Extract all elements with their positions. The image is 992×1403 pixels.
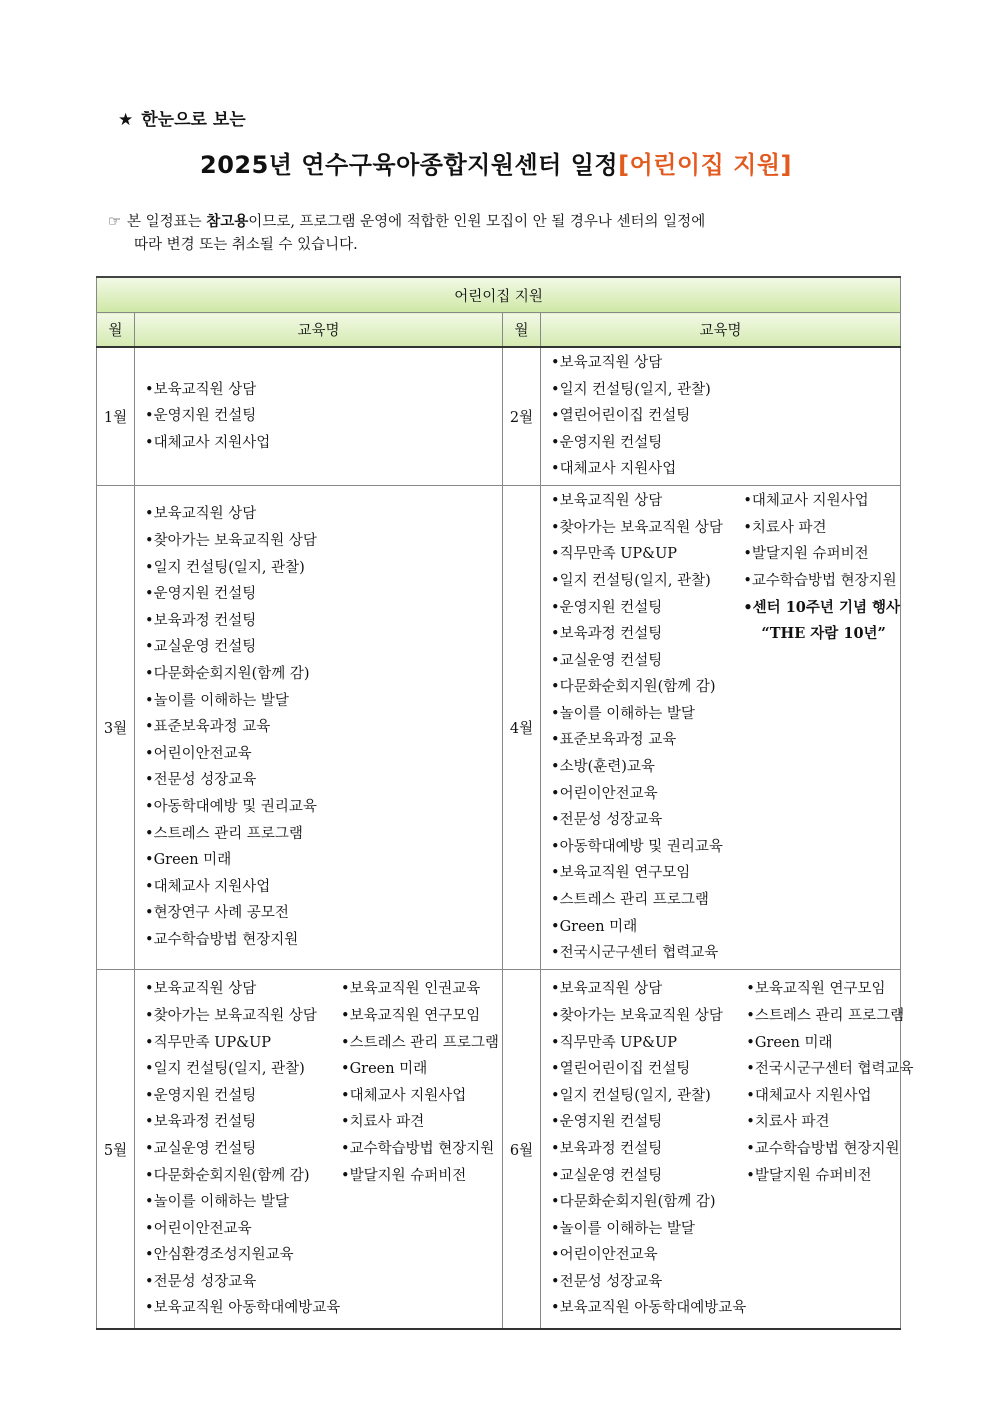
program-item: • 교수학습방법 현장지원 [746, 1136, 913, 1163]
program-item: • 안심환경조성지원교육 [145, 1242, 341, 1269]
program-item: • 대체교사 지원사업 [551, 456, 900, 483]
month-cell: 1월 [97, 347, 135, 485]
program-item: • 보육교직원 상담 [551, 976, 746, 1003]
program-item: • 열린어린이집 컨설팅 [551, 1056, 746, 1083]
program-item: • 놀이를 이해하는 발달 [551, 1216, 746, 1243]
program-item: • 전국시군구센터 협력교육 [551, 940, 743, 967]
program-cell [541, 485, 901, 969]
program-item: • 보육교직원 연구모임 [341, 1003, 502, 1030]
program-item: • 발달지원 슈퍼비전 [746, 1163, 913, 1190]
program-cell [541, 347, 901, 485]
program-item: • 다문화순회지원(함께 감) [551, 674, 743, 701]
program-item: • 보육교직원 연구모임 [746, 976, 913, 1003]
program-item: • 직무만족 UP&UP [145, 1030, 341, 1057]
program-item: • 보육과정 컨설팅 [551, 621, 743, 648]
program-item: • 찾아가는 보육교직원 상담 [145, 1003, 341, 1030]
program-item: • 대체교사 지원사업 [145, 430, 502, 457]
program-item: • 일지 컨설팅(일지, 관찰) [145, 555, 502, 582]
program-item: • 교실운영 컨설팅 [551, 648, 743, 675]
program-item: • 보육교직원 상담 [145, 976, 341, 1003]
table-row [97, 485, 901, 969]
program-item: • 스트레스 관리 프로그램 [551, 887, 743, 914]
notice-post: 이므로, 프로그램 운영에 적합한 인원 모집이 안 될 경우나 센터의 일정에 [248, 214, 706, 230]
program-item: • 전문성 성장교육 [145, 767, 502, 794]
program-item: • 찾아가는 보육교직원 상담 [145, 528, 502, 555]
program-item: • 어린이안전교육 [145, 741, 502, 768]
program-item: • 열린어린이집 컨설팅 [551, 403, 900, 430]
program-item: • 놀이를 이해하는 발달 [145, 688, 502, 715]
program-item: • 교수학습방법 현장지원 [341, 1136, 502, 1163]
notice [108, 210, 868, 257]
program-item: • 대체교사 지원사업 [145, 874, 502, 901]
notice-line-2: 따라 변경 또는 취소될 수 있습니다. [134, 237, 358, 253]
program-item: • 보육교직원 아동학대예방교육 [145, 1295, 341, 1322]
title-main: 2025년 연수구육아종합지원센터 일정 [200, 151, 619, 179]
program-item: • 교실운영 컨설팅 [145, 634, 502, 661]
program-item: • 대체교사 지원사업 [743, 488, 900, 515]
notice-line-1 [108, 210, 868, 234]
program-item: • 전문성 성장교육 [551, 1269, 746, 1296]
table-band-title: 어린이집 지원 [97, 277, 901, 313]
program-item: • 운영지원 컨설팅 [551, 430, 900, 457]
program-item: • 보육교직원 상담 [145, 377, 502, 404]
program-item: • 어린이안전교육 [145, 1216, 341, 1243]
program-item: • 아동학대예방 및 권리교육 [145, 794, 502, 821]
program-item: • 표준보육과정 교육 [551, 727, 743, 754]
program-item: • 보육과정 컨설팅 [145, 608, 502, 635]
program-item: • 일지 컨설팅(일지, 관찰) [145, 1056, 341, 1083]
program-item: • 교수학습방법 현장지원 [145, 927, 502, 954]
program-item: • 보육교직원 상담 [145, 501, 502, 528]
page-title [0, 145, 992, 180]
header-name-left: 교육명 [135, 313, 503, 348]
program-item: • 운영지원 컨설팅 [145, 1083, 341, 1110]
header-month-right: 월 [503, 313, 541, 348]
program-item: • 보육교직원 상담 [551, 488, 743, 515]
month-cell: 2월 [503, 347, 541, 485]
title-accent: [어린이집 지원] [618, 151, 792, 179]
program-item: • 다문화순회지원(함께 감) [145, 1163, 341, 1190]
program-item: • 대체교사 지원사업 [341, 1083, 502, 1110]
program-item: • 표준보육과정 교육 [145, 714, 502, 741]
program-item: • 전문성 성장교육 [551, 807, 743, 834]
program-item: • 대체교사 지원사업 [746, 1083, 913, 1110]
program-item: • 교실운영 컨설팅 [551, 1163, 746, 1190]
program-item: • 다문화순회지원(함께 감) [145, 661, 502, 688]
program-item: • 일지 컨설팅(일지, 관찰) [551, 568, 743, 595]
program-item: • 찾아가는 보육교직원 상담 [551, 1003, 746, 1030]
program-item: • 소방(훈련)교육 [551, 754, 743, 781]
program-item: • 보육교직원 연구모임 [551, 860, 743, 887]
program-item: • 보육과정 컨설팅 [145, 1109, 341, 1136]
program-item: • 일지 컨설팅(일지, 관찰) [551, 1083, 746, 1110]
program-cell [135, 347, 503, 485]
program-item: • 발달지원 슈퍼비전 [341, 1163, 502, 1190]
program-item: • Green 미래 [145, 847, 502, 874]
notice-pre: 본 일정표는 [127, 214, 207, 230]
program-item: • 보육교직원 아동학대예방교육 [551, 1295, 746, 1322]
program-item: • 현장연구 사례 공모전 [145, 900, 502, 927]
program-item: • 운영지원 컨설팅 [551, 1109, 746, 1136]
program-item: • 운영지원 컨설팅 [145, 403, 502, 430]
program-item: • 스트레스 관리 프로그램 [746, 1003, 913, 1030]
program-item: • 보육과정 컨설팅 [551, 1136, 746, 1163]
program-item: • 운영지원 컨설팅 [551, 595, 743, 622]
program-item: • 놀이를 이해하는 발달 [551, 701, 743, 728]
program-item: • 직무만족 UP&UP [551, 541, 743, 568]
program-item: • 어린이안전교육 [551, 781, 743, 808]
program-item: • 교수학습방법 현장지원 [743, 568, 900, 595]
notice-bold: 참고용 [206, 213, 249, 230]
event-item: • 센터 10주년 기념 행사 [743, 595, 900, 622]
program-item: • 보육교직원 인권교육 [341, 976, 502, 1003]
program-item: • 직무만족 UP&UP [551, 1030, 746, 1057]
program-item: • 전문성 성장교육 [145, 1269, 341, 1296]
star-icon: ★ [118, 110, 134, 130]
header-month-left: 월 [97, 313, 135, 348]
section-note [118, 105, 246, 130]
table-row [97, 347, 901, 485]
program-item: • 보육교직원 상담 [551, 350, 900, 377]
program-item: • 어린이안전교육 [551, 1242, 746, 1269]
month-cell: 5월 [97, 969, 135, 1329]
header-name-right: 교육명 [541, 313, 901, 348]
program-item: • Green 미래 [551, 914, 743, 941]
program-item: • 놀이를 이해하는 발달 [145, 1189, 341, 1216]
event-subtitle: “THE 자람 10년” [761, 625, 886, 643]
program-item: • 일지 컨설팅(일지, 관찰) [551, 377, 900, 404]
program-item: • 전국시군구센터 협력교육 [746, 1056, 913, 1083]
month-cell: 6월 [503, 969, 541, 1329]
program-item: • Green 미래 [341, 1056, 502, 1083]
program-item: • 스트레스 관리 프로그램 [341, 1030, 502, 1057]
program-item: • 발달지원 슈퍼비전 [743, 541, 900, 568]
program-item: • 다문화순회지원(함께 감) [551, 1189, 746, 1216]
note-text: 한눈으로 보는 [141, 110, 246, 130]
program-cell [135, 485, 503, 969]
month-cell: 3월 [97, 485, 135, 969]
program-item: • 찾아가는 보육교직원 상담 [551, 515, 743, 542]
program-item: • 운영지원 컨설팅 [145, 581, 502, 608]
program-item: • 치료사 파견 [746, 1109, 913, 1136]
schedule-table [96, 276, 914, 1330]
program-item: • Green 미래 [746, 1030, 913, 1057]
program-cell [135, 969, 503, 1329]
program-item: • 아동학대예방 및 권리교육 [551, 834, 743, 861]
program-item: • 치료사 파견 [341, 1109, 502, 1136]
program-item: • 교실운영 컨설팅 [145, 1136, 341, 1163]
month-cell: 4월 [503, 485, 541, 969]
table-row [97, 969, 901, 1329]
program-item: • 스트레스 관리 프로그램 [145, 821, 502, 848]
program-item: • 치료사 파견 [743, 515, 900, 542]
pointing-hand-icon: ☞ [108, 214, 121, 230]
program-cell [541, 969, 914, 1329]
